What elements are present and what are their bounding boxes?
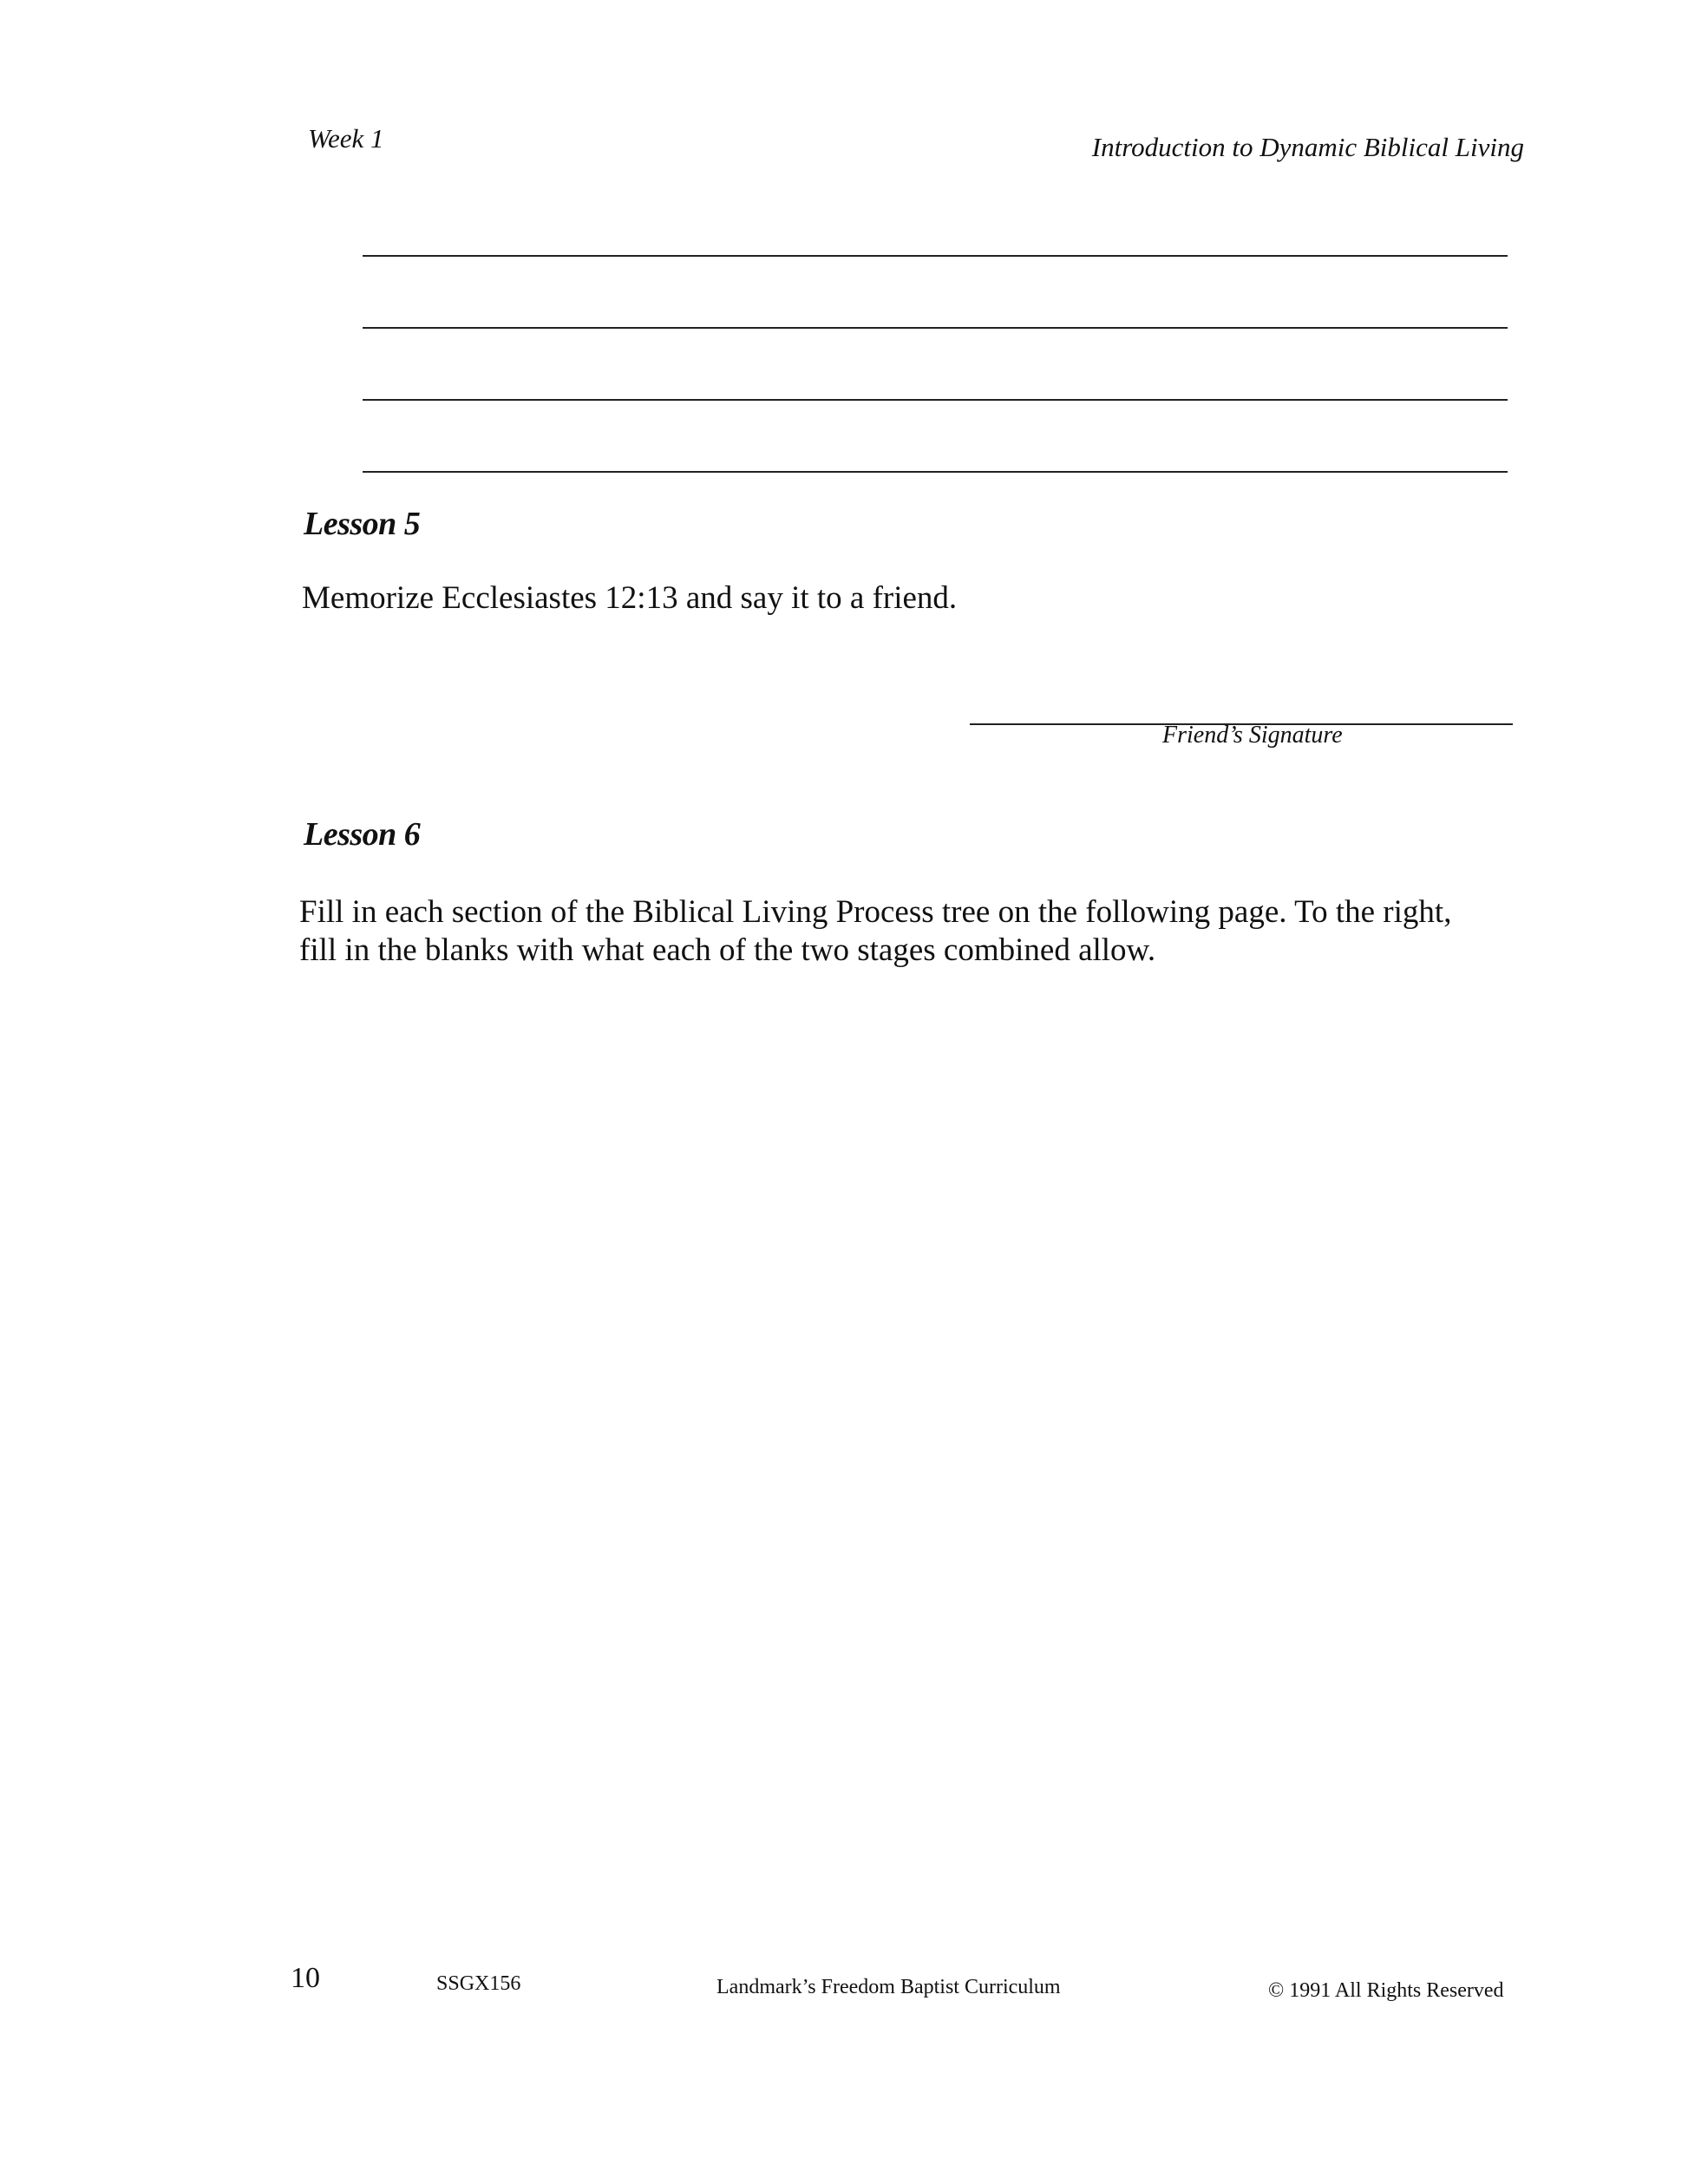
lesson-6-line-1: Fill in each section of the Biblical Living Process tree on the following page. To the right, <box>299 894 1452 930</box>
lesson-6-line-2: fill in the blanks with what each of the two stages combined allow. <box>299 932 1156 968</box>
page-number: 10 <box>291 1962 320 1994</box>
lesson-5-instruction: Memorize Ecclesiastes 12:13 and say it to a friend. <box>302 580 958 616</box>
lesson-6-instruction <box>299 893 1451 970</box>
product-code: SSGX156 <box>436 1972 521 1995</box>
publisher-name: Landmark’s Freedom Baptist Curriculum <box>716 1976 1061 1998</box>
answer-line[interactable] <box>363 471 1508 473</box>
answer-line[interactable] <box>363 399 1508 401</box>
course-title: Introduction to Dynamic Biblical Living <box>1091 132 1524 162</box>
answer-line[interactable] <box>363 327 1508 329</box>
answer-line[interactable] <box>363 255 1508 257</box>
week-label: Week 1 <box>308 123 384 154</box>
lesson-5-heading: Lesson 5 <box>304 506 421 542</box>
copyright-notice: © 1991 All Rights Reserved <box>1268 1979 1504 2002</box>
signature-label: Friend’s Signature <box>1162 722 1343 749</box>
lesson-6-heading: Lesson 6 <box>304 816 421 853</box>
